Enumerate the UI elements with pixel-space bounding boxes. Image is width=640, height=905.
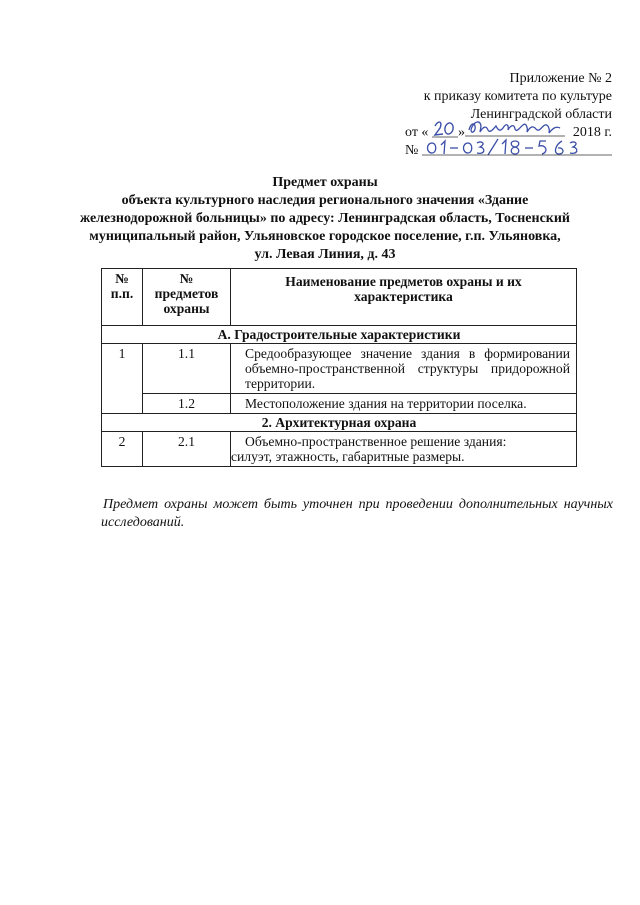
document-title: Предмет охраны [272, 175, 378, 190]
table-header-row [102, 269, 577, 326]
subject-number: 1.1 [143, 344, 231, 394]
col-description-header: Наименование предметов охраны и их характеристика [231, 269, 577, 326]
section-urban-heading: А. Градостроительные характеристики [102, 326, 577, 344]
order-reference: к приказу комитета по культуре [423, 89, 612, 104]
subject-number: 1.2 [143, 394, 231, 414]
clarification-note: Предмет охраны может быть уточнен при проведении дополнительных научных исследований. [101, 497, 613, 530]
number-prefix: № [405, 143, 419, 158]
table-row [102, 344, 577, 394]
subject-description: Местоположение здания на территории поселка. [231, 394, 577, 414]
date-year: 2018 г. [572, 125, 612, 140]
table-row [102, 394, 577, 414]
section-architecture-heading: 2. Архитектурная охрана [102, 414, 577, 432]
description-line-1: Объемно-пространственное решение здания: [245, 434, 507, 449]
section-row-urban [102, 326, 577, 344]
subject-description [231, 432, 577, 467]
table-row [102, 432, 577, 467]
title-line-5: ул. Левая Линия, д. 43 [254, 247, 396, 262]
title-line-2: объекта культурного наследия регионального значения «Здание [121, 193, 529, 208]
appendix-number: Приложение № 2 [509, 71, 612, 86]
title-line-3: железнодорожной больницы» по адресу: Ленинградская область, Тосненский [80, 211, 570, 226]
row-number: 2 [102, 432, 143, 467]
col-subject-number-header: № предметов охраны [143, 269, 231, 326]
title-line-4: муниципальный район, Ульяновское городское поселение, г.п. Ульяновка, [89, 229, 561, 244]
section-row-architecture [102, 414, 577, 432]
date-prefix: от « [405, 125, 429, 140]
col-number-header: № п.п. [102, 269, 143, 326]
description-line-2: силуэт, этажность, габаритные размеры. [231, 449, 465, 464]
subject-description: Средообразующее значение здания в формировании объемно-пространственной структуры придорожной территории. [231, 344, 577, 394]
subject-number: 2.1 [143, 432, 231, 467]
handwritten-order-number [422, 133, 612, 159]
region-name: Ленинградской области [470, 107, 612, 122]
protection-subjects-table [101, 268, 577, 467]
row-number: 1 [102, 344, 143, 414]
date-mid: » [458, 125, 465, 140]
